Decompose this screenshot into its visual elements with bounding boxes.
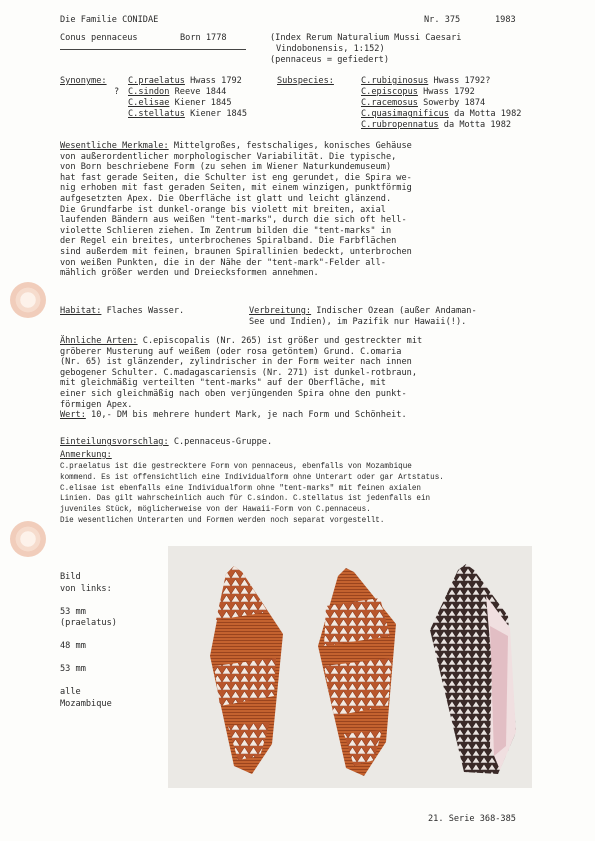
- anmerkung-line: kommend. Es ist offensichtlich eine Individualform ohne Unterart oder gar Artstatus.: [60, 472, 444, 482]
- arten-line: Ähnliche Arten: C.episcopalis (Nr. 265) ist größer und gestreckter mit: [60, 336, 423, 346]
- species-underline: [60, 49, 246, 50]
- arten-line: mit gleichmäßig verteilten "tent-marks" auf der Oberfläche, mit: [60, 378, 386, 389]
- synonym-mark: ?: [114, 87, 120, 97]
- verbreitung-line-2: See und Indien), im Pazifik nur Hawaii(!).: [249, 317, 467, 327]
- shell-photo: [168, 546, 532, 788]
- synonym-item: [128, 87, 226, 98]
- subspecies-item: [361, 109, 521, 120]
- photo-caption: Bild von links: 53 mm (praelatus) 48 mm 53 mm alle Mozambique: [60, 572, 117, 709]
- arten-line: einer sich gleichmäßig nach oben verjüngenden Spira ohne den punkt-: [60, 388, 407, 399]
- merkmale-line: der Regel ein breites, unterbrochenes Spiralband. Die Farbflächen: [60, 236, 397, 247]
- synonym-name: C.stellatus: [128, 109, 185, 119]
- subspecies-item: [361, 120, 511, 131]
- arten-line: gröberer Musterung auf weißem (oder rosa getöntem) Grund. C.omaria: [60, 346, 402, 357]
- merkmale-line: Die Grundfarbe ist dunkel-orange bis violett mit breiten, axial: [60, 204, 386, 215]
- page-number: Nr. 375: [424, 15, 461, 25]
- arten-line: (Nr. 65) ist glänzender, zylindrischer in der Form weiter nach innen: [60, 357, 412, 368]
- family-title: Die Familie CONIDAE: [60, 15, 159, 25]
- synonym-item: [128, 76, 242, 87]
- synonym-author: Reeve 1844: [174, 87, 227, 97]
- anmerkung-label: Anmerkung:: [60, 450, 112, 460]
- merkmale-paragraph: [60, 141, 560, 279]
- punch-hole-top: [10, 282, 46, 318]
- merkmale-line: von außerordentlicher morphologischer Variabilität. Die typische,: [60, 151, 397, 162]
- merkmale-label: Wesentliche Merkmale:: [60, 141, 169, 151]
- habitat-text: Flaches Wasser.: [101, 306, 185, 316]
- merkmale-line: mählich größer werden und Dreiecksformen annehmen.: [60, 268, 319, 279]
- synonym-name: C.praelatus: [128, 76, 185, 86]
- anmerkung-line: juveniles Stück, möglicherweise von der Hawaii-Form von C.pennaceus.: [60, 505, 371, 515]
- einteilung-label: Einteilungsvorschlag:: [60, 437, 169, 447]
- merkmale-line: sind außerdem mit feinen, braunen Spirallinien bedeckt, unterbrochen: [60, 246, 412, 257]
- merkmale-line: von weißen Punkten, die in der Nähe der "tent-mark"-Felder all-: [60, 257, 386, 268]
- subspecies-label: Subspecies:: [277, 76, 334, 86]
- synonym-author: Kiener 1845: [174, 98, 232, 108]
- habitat-label: Habitat:: [60, 306, 102, 316]
- subspecies-item: [361, 76, 490, 87]
- subspecies-name: C.quasimagnificus: [361, 109, 449, 119]
- reference-line-2: Vindobonensis, 1:152): [276, 44, 385, 54]
- arten-line: gebogener Schulter. C.madagascariensis (Nr. 271) ist dunkel-rotbraun,: [60, 367, 417, 378]
- arten-line: förmigen Apex.: [60, 399, 133, 410]
- synonyme-label: Synonyme:: [60, 76, 107, 86]
- synonym-item: [128, 109, 247, 120]
- species-author: Born 1778: [180, 33, 227, 43]
- shell-photo-image: [168, 546, 532, 788]
- merkmale-line: nig erhoben mit fast geraden Seiten, mit einem winzigen, punktförmig: [60, 183, 412, 194]
- subspecies-author: Hwass 1792?: [433, 76, 491, 86]
- wert-label: Wert:: [60, 410, 86, 421]
- subspecies-item: [361, 87, 475, 98]
- subspecies-name: C.racemosus: [361, 98, 418, 108]
- year: 1983: [495, 15, 516, 25]
- synonym-item: [128, 98, 232, 109]
- merkmale-line: hat fast gerade Seiten, die Schulter ist eng gerundet, die Spira we-: [60, 172, 412, 183]
- merkmale-line: aufgesetzten Apex. Die Oberfläche ist glatt und leicht glänzend.: [60, 193, 392, 204]
- reference-line-3: (pennaceus = gefiedert): [270, 55, 389, 65]
- merkmale-line: Wesentliche Merkmale: Mittelgroßes, festschaliges, konisches Gehäuse: [60, 141, 412, 151]
- arten-paragraph: [60, 336, 560, 421]
- reference-line-1: (Index Rerum Naturalium Mussi Caesari: [270, 33, 462, 43]
- habitat-line: [60, 306, 184, 317]
- anmerkung-line: C.elisae ist ebenfalls eine Individualform ohne "tent-marks" mit feinen axialen: [60, 483, 421, 493]
- synonym-name: C.sindon: [128, 87, 170, 97]
- subspecies-item: [361, 98, 485, 109]
- merkmale-line: laufenden Bändern aus weißen "tent-marks", durch die sich oft hell-: [60, 215, 407, 226]
- einteilung-text: C.pennaceus-Gruppe.: [168, 437, 273, 447]
- series-footer: 21. Serie 368-385: [428, 814, 516, 824]
- subspecies-name: C.rubropennatus: [361, 120, 439, 130]
- anmerkung-paragraph: [60, 462, 525, 527]
- subspecies-author: Sowerby 1874: [423, 98, 486, 108]
- subspecies-author: da Motta 1982: [454, 109, 522, 119]
- arten-label: Ähnliche Arten:: [60, 336, 138, 346]
- verbreitung-label: Verbreitung:: [249, 306, 312, 316]
- synonym-author: Kiener 1845: [190, 109, 248, 119]
- merkmale-line: von Born beschriebene Form (zu sehen im Wiener Naturkundemuseum): [60, 162, 392, 173]
- wert-line: [60, 410, 560, 421]
- subspecies-name: C.episcopus: [361, 87, 418, 97]
- synonym-name: C.elisae: [128, 98, 170, 108]
- synonym-author: Hwass 1792: [190, 76, 242, 86]
- wert-text: 10,- DM bis mehrere hundert Mark, je nach Form und Schönheit.: [85, 410, 407, 421]
- subspecies-author: da Motta 1982: [443, 120, 512, 130]
- einteilung-line: [60, 437, 272, 448]
- anmerkung-line: Linien. Das gilt wahrscheinlich auch für C.sindon. C.stellatus ist jedenfalls ein: [60, 494, 431, 504]
- verbreitung-line: Verbreitung: Indischer Ozean (außer Andaman-: [249, 306, 477, 316]
- subspecies-author: Hwass 1792: [423, 87, 475, 97]
- subspecies-name: C.rubiginosus: [361, 76, 429, 86]
- merkmale-line: violette Schlieren ziehen. Im Zentrum bilden die "tent-marks" in: [60, 225, 392, 236]
- anmerkung-line: Die wesentlichen Unterarten und Formen werden noch separat vorgestellt.: [60, 515, 385, 525]
- species-name: Conus pennaceus: [60, 33, 138, 43]
- anmerkung-line: C.praelatus ist die gestrecktere Form von pennaceus, ebenfalls von Mozambique: [60, 462, 412, 471]
- punch-hole-bottom: [10, 521, 46, 557]
